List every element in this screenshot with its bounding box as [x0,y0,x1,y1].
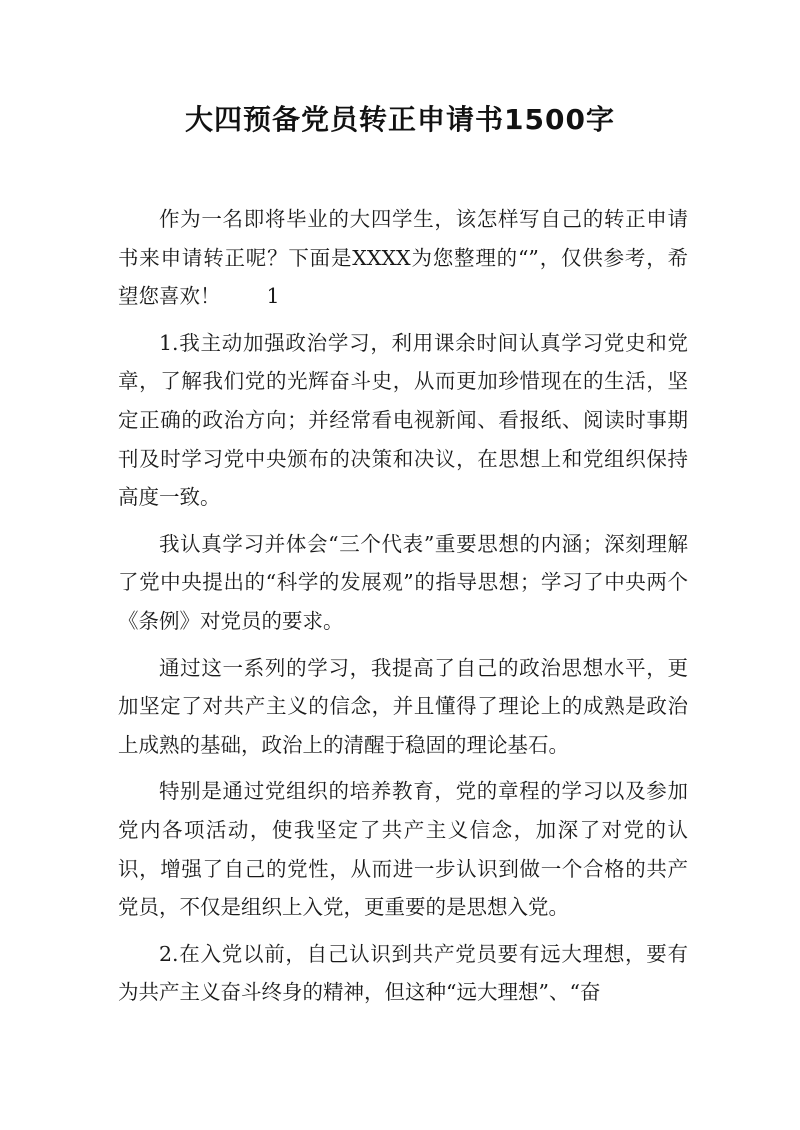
paragraph-intro [118,200,688,316]
page-number-marker: 1 [266,284,280,309]
paragraph-4: 特别是通过党组织的培养教育，党的章程的学习以及参加党内各项活动，使我坚定了共产主义信念，加深了对党的认识，增强了自己的党性，从而进一步认识到做一个合格的共产党员，不仅是组织上入党，更重要的是思想入党。 [118,779,688,920]
paragraph-3: 通过这一系列的学习，我提高了自己的政治思想水平，更加坚定了对共产主义的信念，并且懂得了理论上的成熟是政治上成熟的基础，政治上的清醒于稳固的理论基石。 [118,655,688,757]
paragraph-5: 2.在入党以前，自己认识到共产党员要有远大理想，要有为共产主义奋斗终身的精神，但这种“远大理想”、“奋 [118,941,688,1005]
paragraph-1: 1.我主动加强政治学习，利用课余时间认真学习党史和党章，了解我们党的光辉奋斗史，从而更加珍惜现在的生活，坚定正确的政治方向；并经常看电视新闻、看报纸、阅读时事期刊及时学习党中央颁布的决策和决议，在思想上和党组织保持高度一致。 [118,330,688,510]
paragraph-2: 我认真学习并体会“三个代表”重要思想的内涵；深刻理解了党中央提出的“科学的发展观”的指导思想；学习了中央两个《条例》对党员的要求。 [118,531,688,633]
document-body [118,200,688,1020]
document-title: 大四预备党员转正申请书1500字 [185,103,615,136]
paragraph-intro-text: 作为一名即将毕业的大四学生，该怎样写自己的转正申请书来申请转正呢？下面是XXXX为您整理的“”，仅供参考，希望您喜欢！ [118,207,688,309]
